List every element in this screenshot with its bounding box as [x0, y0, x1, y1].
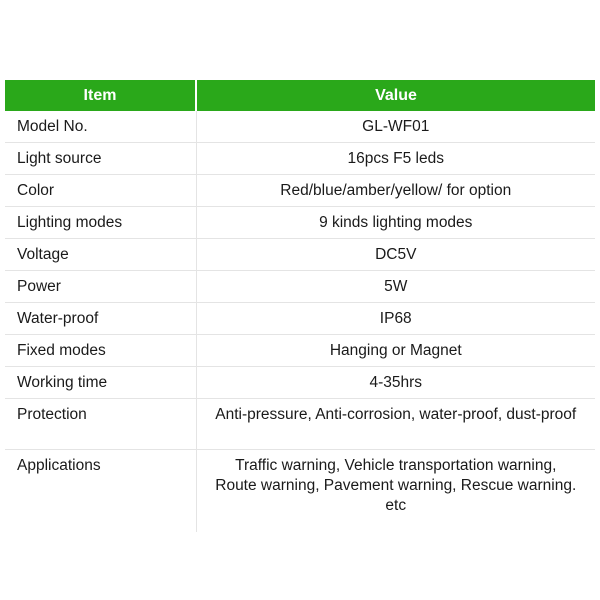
- row-item-voltage: Voltage: [5, 239, 196, 271]
- row-value-voltage: DC5V: [196, 239, 595, 271]
- table-row: [5, 239, 595, 271]
- row-value-lighting-modes: 9 kinds lighting modes: [196, 207, 595, 239]
- row-value-power: 5W: [196, 271, 595, 303]
- table-row: [5, 271, 595, 303]
- table-row: [5, 175, 595, 207]
- header-item: Item: [5, 80, 196, 111]
- row-item-power: Power: [5, 271, 196, 303]
- row-item-color: Color: [5, 175, 196, 207]
- table-header: [5, 80, 595, 111]
- table-row: [5, 207, 595, 239]
- row-item-model-no: Model No.: [5, 111, 196, 143]
- spec-table: [5, 80, 595, 532]
- row-value-fixed-modes: Hanging or Magnet: [196, 335, 595, 367]
- table-row: [5, 303, 595, 335]
- table-body: [5, 111, 595, 532]
- row-value-working-time: 4-35hrs: [196, 367, 595, 399]
- table-row: [5, 143, 595, 175]
- table-row: [5, 367, 595, 399]
- header-value: Value: [196, 80, 595, 111]
- table-row: [5, 399, 595, 450]
- row-value-applications: Traffic warning, Vehicle transportation warning, Route warning, Pavement warning, Rescue warning. etc: [215, 457, 577, 514]
- header-row: [5, 80, 595, 111]
- table-row: [5, 111, 595, 143]
- row-item-water-proof: Water-proof: [5, 303, 196, 335]
- row-value-color: Red/blue/amber/yellow/ for option: [196, 175, 595, 207]
- table-row: [5, 450, 595, 533]
- table-row: [5, 335, 595, 367]
- spec-table-container: [5, 80, 595, 532]
- row-value-protection: Anti-pressure, Anti-corrosion, water-proof, dust-proof: [196, 399, 595, 450]
- row-value-model-no: GL-WF01: [196, 111, 595, 143]
- row-item-working-time: Working time: [5, 367, 196, 399]
- row-item-fixed-modes: Fixed modes: [5, 335, 196, 367]
- row-item-light-source: Light source: [5, 143, 196, 175]
- row-item-protection: Protection: [5, 399, 196, 450]
- row-item-lighting-modes: Lighting modes: [5, 207, 196, 239]
- row-item-applications: Applications: [5, 450, 196, 533]
- row-value-water-proof: IP68: [196, 303, 595, 335]
- row-value-light-source: 16pcs F5 leds: [196, 143, 595, 175]
